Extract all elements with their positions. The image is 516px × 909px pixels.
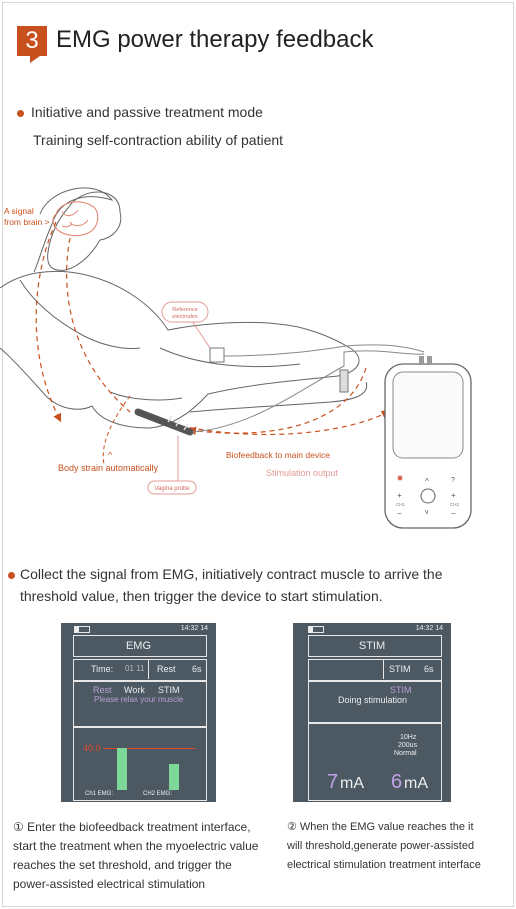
page-title: EMG power therapy feedback	[56, 26, 374, 53]
ch1-emg-bar	[117, 748, 127, 790]
signal-label-1: A signal	[4, 206, 34, 216]
device-minus-left: −	[397, 509, 402, 518]
emg-mode-rest: Rest	[93, 685, 112, 695]
device-port-2	[427, 356, 432, 365]
probe-label: Vagina probe	[154, 486, 190, 492]
device-ch2-label: CH2	[450, 502, 460, 507]
collect-line-2: threshold value, then trigger the device to start stimulation.	[20, 588, 383, 604]
threshold-label: 40.0	[83, 743, 101, 753]
patient-arm-outline	[20, 280, 140, 349]
emg-mode-stim: STIM	[158, 685, 180, 695]
stim-screen	[293, 623, 451, 802]
vagina-probe-body	[138, 412, 190, 432]
biofeedback-label: Biofeedback to main device	[226, 450, 330, 460]
stim-row-label: STIM	[389, 664, 411, 674]
emg-chart-box	[73, 727, 207, 801]
emg-rest-value: 6s	[192, 664, 202, 674]
caption-left-line: power-assisted electrical stimulation	[13, 877, 206, 891]
emg-screen	[61, 623, 216, 802]
device-port-1	[419, 356, 424, 365]
patient-hair-outline	[34, 188, 112, 272]
stim-mode: STIM	[390, 685, 412, 695]
caption-right-line: ② When the EMG value reaches the it	[287, 821, 474, 833]
stim-wave: Normal	[394, 750, 417, 757]
bullet-dot	[17, 110, 24, 117]
emg-rest-label: Rest	[157, 664, 176, 674]
stim-status: Doing stimulation	[338, 695, 408, 705]
emg-time-value: 01 11	[125, 664, 145, 673]
collect-line-1: Collect the signal from EMG, initiatively contract muscle to arrive the	[20, 566, 443, 582]
patient-leg-lower	[110, 392, 182, 400]
stim-clock: 14:32 14	[415, 625, 443, 632]
stimulation-label: Stimulation output	[266, 468, 339, 478]
device-ch1-label: CH1	[396, 502, 406, 507]
emg-time-divider	[148, 659, 149, 679]
caption-left-line: reaches the set threshold, and trigger the	[13, 858, 232, 872]
intro-bullet-text: Initiative and passive treatment mode	[31, 104, 263, 120]
caption-right-line: will threshold,generate power-assisted	[287, 840, 475, 852]
device-up-icon: ^	[425, 477, 429, 486]
stim-row	[308, 659, 442, 681]
device-plus-left: +	[397, 491, 402, 500]
reference-electrode-pad	[210, 348, 224, 362]
stim-frequency: 10Hz	[400, 734, 417, 741]
stim-pulse-width: 200us	[398, 742, 418, 749]
patient-body-outline	[0, 271, 359, 428]
bullet-dot-2	[8, 572, 15, 579]
ch2-current-value: 6	[391, 771, 403, 793]
emg-time-label: Time:	[91, 664, 114, 674]
stim-title: STIM	[358, 640, 386, 652]
ch2-current-unit: mA	[404, 775, 428, 792]
ch1-emg-label: Ch1 EMG:	[85, 791, 114, 797]
ch2-emg-label: CH2 EMG:	[143, 791, 173, 797]
therapy-illustration	[0, 180, 516, 550]
signal-label-2: from brain >	[4, 217, 50, 227]
caption-left-line: ① Enter the biofeedback treatment interface,	[13, 820, 251, 834]
electrode-cable	[224, 345, 424, 356]
caption-right	[287, 818, 512, 875]
battery-icon	[308, 626, 324, 633]
reference-label-1: Reference	[172, 307, 198, 313]
battery-icon	[74, 626, 90, 633]
emg-mode-work: Work	[124, 685, 145, 695]
emg-title: EMG	[125, 640, 152, 652]
emg-message: Please relax your muscle	[94, 695, 184, 704]
patient-legs-outline	[160, 348, 367, 412]
device-minus-right: −	[451, 509, 456, 518]
ch1-current-unit: mA	[340, 775, 364, 792]
caption-left-line: start the treatment when the myoelectric value	[13, 839, 259, 853]
caption-left	[13, 818, 278, 894]
section-number-badge: 3	[17, 26, 47, 56]
reference-label-2: electrodes	[172, 314, 198, 320]
strain-caret: ^	[108, 450, 113, 460]
body-strain-label: Body strain automatically	[58, 463, 159, 473]
badge-tail	[30, 56, 40, 63]
device-screen	[393, 372, 463, 458]
caption-right-line: electrical stimulation treatment interface	[287, 859, 481, 871]
device-down-icon: v	[425, 509, 429, 516]
ch1-current-value: 7	[327, 771, 339, 793]
brain-signal-arrow-2	[67, 238, 130, 412]
emg-clock: 14:32 14	[180, 625, 208, 632]
stim-row-divider	[383, 659, 384, 679]
ch2-emg-bar	[169, 764, 179, 790]
intro-subline: Training self-contraction ability of patient	[33, 132, 284, 148]
cable-connector	[340, 370, 348, 392]
device-plus-right: +	[451, 491, 456, 500]
device-help-icon: ?	[451, 477, 455, 484]
device-power-icon	[398, 476, 403, 481]
stim-row-value: 6s	[424, 664, 434, 674]
